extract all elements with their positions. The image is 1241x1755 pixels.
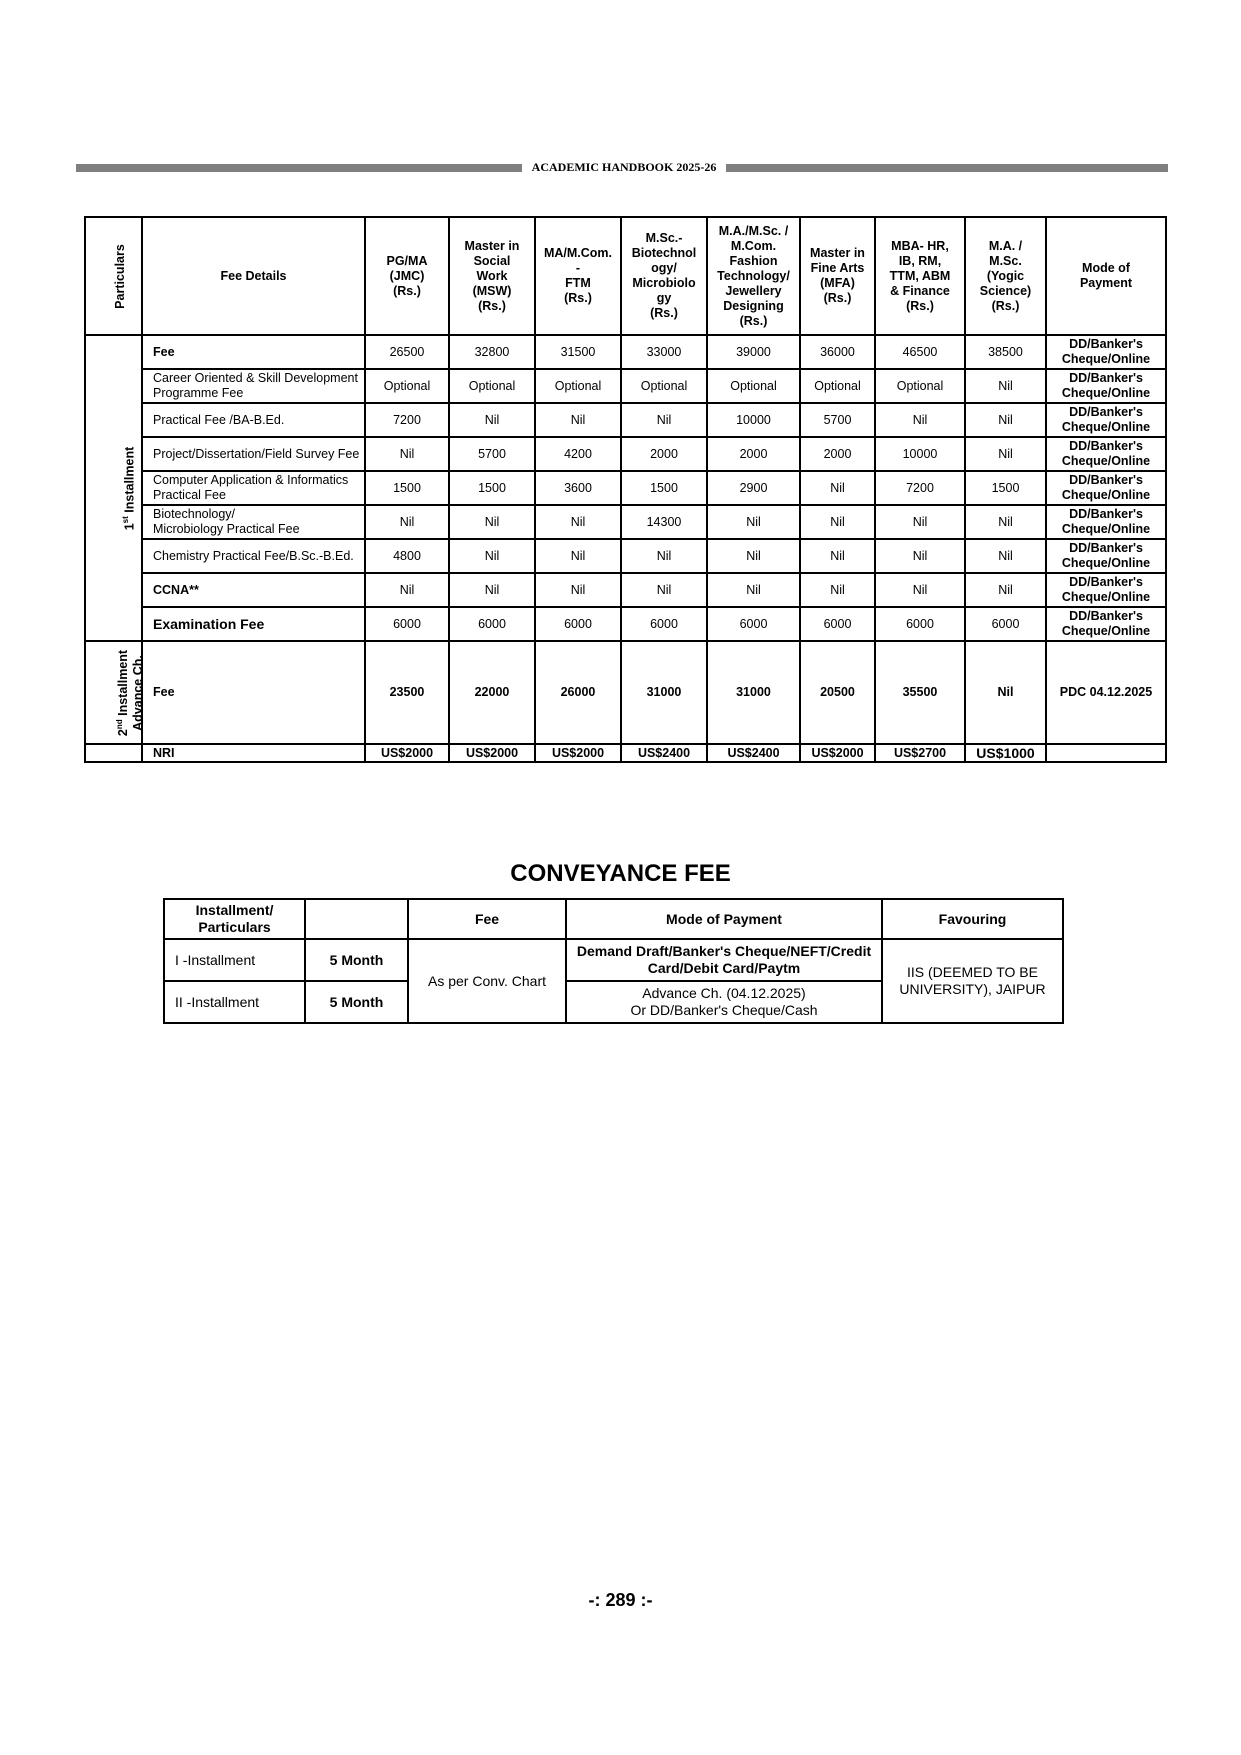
fee-value: Nil — [449, 539, 535, 573]
page-header — [76, 160, 1168, 174]
fee-value: 6000 — [365, 607, 449, 641]
fee-value: 4800 — [365, 539, 449, 573]
fee-value: Nil — [535, 573, 621, 607]
fee-detail: Practical Fee /BA-B.Ed. — [142, 403, 365, 437]
fee-value: 35500 — [875, 641, 965, 744]
fee-value: Optional — [449, 369, 535, 403]
fee-value: 32800 — [449, 335, 535, 369]
conv-duration: 5 Month — [305, 981, 408, 1023]
fee-value: 2900 — [707, 471, 800, 505]
fee-value: Nil — [365, 437, 449, 471]
fee-value: Optional — [535, 369, 621, 403]
fee-value: Nil — [800, 505, 875, 539]
fee-value: 10000 — [707, 403, 800, 437]
payment-mode: DD/Banker's Cheque/Online — [1046, 471, 1166, 505]
conv-duration: 5 Month — [305, 939, 408, 981]
fee-value: 1500 — [449, 471, 535, 505]
fee-detail: Examination Fee — [142, 607, 365, 641]
header-program-1: Master in Social Work (MSW) (Rs.) — [449, 217, 535, 335]
fee-value: 31000 — [621, 641, 707, 744]
fee-value: 6000 — [621, 607, 707, 641]
table-row — [85, 573, 1166, 607]
fee-value: Nil — [965, 437, 1046, 471]
fee-value: 10000 — [875, 437, 965, 471]
fee-value: Optional — [621, 369, 707, 403]
fee-value: Optional — [707, 369, 800, 403]
payment-mode: DD/Banker's Cheque/Online — [1046, 369, 1166, 403]
table-row — [85, 471, 1166, 505]
header-rule-left — [76, 164, 522, 172]
payment-mode: DD/Banker's Cheque/Online — [1046, 505, 1166, 539]
fee-value: 33000 — [621, 335, 707, 369]
table-row — [85, 437, 1166, 471]
fee-detail: Fee — [142, 641, 365, 744]
section-label-2nd-installment: 2nd Installment Advance Ch. — [85, 641, 142, 744]
header-program-7: M.A. / M.Sc. (Yogic Science) (Rs.) — [965, 217, 1046, 335]
conv-header-installment: Installment/ Particulars — [164, 899, 305, 939]
page-number: -: 289 :- — [588, 1590, 653, 1610]
fee-value: Nil — [449, 403, 535, 437]
fee-value: Nil — [965, 505, 1046, 539]
fee-value: US$2000 — [800, 744, 875, 762]
table-row — [85, 335, 1166, 369]
fee-value: 46500 — [875, 335, 965, 369]
fee-value: US$2400 — [707, 744, 800, 762]
table-row — [85, 539, 1166, 573]
table-row — [85, 403, 1166, 437]
fee-value: Nil — [621, 539, 707, 573]
conv-header-fee: Fee — [408, 899, 566, 939]
fee-detail: Computer Application & Informatics Practical Fee — [142, 471, 365, 505]
fee-value: 6000 — [535, 607, 621, 641]
fee-value: 2000 — [621, 437, 707, 471]
fee-value: 26500 — [365, 335, 449, 369]
fee-value: 22000 — [449, 641, 535, 744]
fee-value: 6000 — [965, 607, 1046, 641]
conv-mode: Advance Ch. (04.12.2025) Or DD/Banker's Cheque/Cash — [566, 981, 882, 1023]
fee-value: Nil — [965, 573, 1046, 607]
payment-mode: DD/Banker's Cheque/Online — [1046, 437, 1166, 471]
fee-value: US$1000 — [965, 744, 1046, 762]
fee-value: Nil — [875, 573, 965, 607]
conv-fee: As per Conv. Chart — [408, 939, 566, 1023]
header-program-4: M.A./M.Sc. / M.Com. Fashion Technology/ Jewellery Designing (Rs.) — [707, 217, 800, 335]
fee-value: US$2000 — [535, 744, 621, 762]
conveyance-header-row — [164, 899, 1063, 939]
fee-value: Nil — [535, 505, 621, 539]
payment-mode: DD/Banker's Cheque/Online — [1046, 403, 1166, 437]
table-row — [85, 607, 1166, 641]
fee-value: 2000 — [800, 437, 875, 471]
fee-value: 7200 — [875, 471, 965, 505]
fee-value: Nil — [449, 505, 535, 539]
header-program-5: Master in Fine Arts (MFA) (Rs.) — [800, 217, 875, 335]
header-program-3: M.Sc.- Biotechnol ogy/ Microbiolo gy (Rs.) — [621, 217, 707, 335]
fee-value: Nil — [875, 505, 965, 539]
table-row — [85, 744, 1166, 762]
fee-value: 20500 — [800, 641, 875, 744]
fee-value: 1500 — [365, 471, 449, 505]
fee-value: 31500 — [535, 335, 621, 369]
fee-value: 6000 — [875, 607, 965, 641]
conv-mode: Demand Draft/Banker's Cheque/NEFT/Credit Card/Debit Card/Paytm — [566, 939, 882, 981]
fee-value: Nil — [621, 403, 707, 437]
fee-value: Optional — [800, 369, 875, 403]
payment-mode: DD/Banker's Cheque/Online — [1046, 539, 1166, 573]
payment-mode: DD/Banker's Cheque/Online — [1046, 335, 1166, 369]
header-rule-right — [726, 164, 1168, 172]
fee-value: 7200 — [365, 403, 449, 437]
conv-installment: I -Installment — [164, 939, 305, 981]
fee-value: Nil — [535, 403, 621, 437]
fee-value: 1500 — [621, 471, 707, 505]
fee-value: 39000 — [707, 335, 800, 369]
section-label-1st-installment: 1st Installment — [85, 335, 142, 641]
fee-value: 4200 — [535, 437, 621, 471]
fee-value: US$2400 — [621, 744, 707, 762]
fee-value: Nil — [965, 539, 1046, 573]
fee-value: Nil — [707, 539, 800, 573]
header-program-0: PG/MA (JMC) (Rs.) — [365, 217, 449, 335]
payment-mode: PDC 04.12.2025 — [1046, 641, 1166, 744]
fee-value: Nil — [800, 471, 875, 505]
fee-value: Nil — [965, 369, 1046, 403]
fee-value: Nil — [365, 573, 449, 607]
conveyance-table — [163, 898, 1064, 1024]
fee-value: 3600 — [535, 471, 621, 505]
conv-installment: II -Installment — [164, 981, 305, 1023]
fee-value: Optional — [875, 369, 965, 403]
fee-value: 6000 — [707, 607, 800, 641]
payment-mode — [1046, 744, 1166, 762]
conv-header-duration — [305, 899, 408, 939]
fee-value: 2000 — [707, 437, 800, 471]
fee-value: Nil — [707, 573, 800, 607]
fee-value: 1500 — [965, 471, 1046, 505]
conv-header-mode: Mode of Payment — [566, 899, 882, 939]
fee-value: Nil — [449, 573, 535, 607]
fee-value: 6000 — [800, 607, 875, 641]
conv-header-favouring: Favouring — [882, 899, 1063, 939]
fee-value: Nil — [535, 539, 621, 573]
fee-detail: Biotechnology/ Microbiology Practical Fee — [142, 505, 365, 539]
header-mode-of-payment: Mode of Payment — [1046, 217, 1166, 335]
fee-value: 31000 — [707, 641, 800, 744]
fee-value: Nil — [965, 403, 1046, 437]
fee-value: Nil — [875, 403, 965, 437]
fee-value: Nil — [800, 539, 875, 573]
fee-detail: NRI — [142, 744, 365, 762]
table-header-row — [85, 217, 1166, 335]
fee-structure-table — [84, 216, 1167, 763]
fee-value: 6000 — [449, 607, 535, 641]
fee-detail: Project/Dissertation/Field Survey Fee — [142, 437, 365, 471]
fee-detail: Fee — [142, 335, 365, 369]
fee-detail: CCNA** — [142, 573, 365, 607]
fee-value: Nil — [707, 505, 800, 539]
fee-value: Optional — [365, 369, 449, 403]
fee-detail: Career Oriented & Skill Development Programme Fee — [142, 369, 365, 403]
header-particulars: Particulars — [85, 217, 142, 335]
fee-detail: Chemistry Practical Fee/B.Sc.-B.Ed. — [142, 539, 365, 573]
fee-value: 38500 — [965, 335, 1046, 369]
conv-favouring: IIS (DEEMED TO BE UNIVERSITY), JAIPUR — [882, 939, 1063, 1023]
fee-value: Nil — [875, 539, 965, 573]
fee-value: 23500 — [365, 641, 449, 744]
conveyance-title: CONVEYANCE FEE — [510, 860, 731, 887]
fee-value: US$2700 — [875, 744, 965, 762]
conveyance-row — [164, 939, 1063, 981]
fee-value: 36000 — [800, 335, 875, 369]
fee-value: US$2000 — [449, 744, 535, 762]
payment-mode: DD/Banker's Cheque/Online — [1046, 607, 1166, 641]
fee-value: Nil — [621, 573, 707, 607]
fee-value: Nil — [965, 641, 1046, 744]
header-program-6: MBA- HR, IB, RM, TTM, ABM & Finance (Rs.) — [875, 217, 965, 335]
fee-value: 5700 — [449, 437, 535, 471]
fee-value: Nil — [800, 573, 875, 607]
table-row — [85, 641, 1166, 744]
fee-value: 14300 — [621, 505, 707, 539]
table-row — [85, 369, 1166, 403]
section-label-empty — [85, 744, 142, 762]
header-program-2: MA/M.Com. - FTM (Rs.) — [535, 217, 621, 335]
table-row — [85, 505, 1166, 539]
fee-value: 26000 — [535, 641, 621, 744]
payment-mode: DD/Banker's Cheque/Online — [1046, 573, 1166, 607]
fee-value: Nil — [365, 505, 449, 539]
fee-value: US$2000 — [365, 744, 449, 762]
header-title: ACADEMIC HANDBOOK 2025-26 — [531, 160, 717, 174]
header-fee-details: Fee Details — [142, 217, 365, 335]
fee-value: 5700 — [800, 403, 875, 437]
